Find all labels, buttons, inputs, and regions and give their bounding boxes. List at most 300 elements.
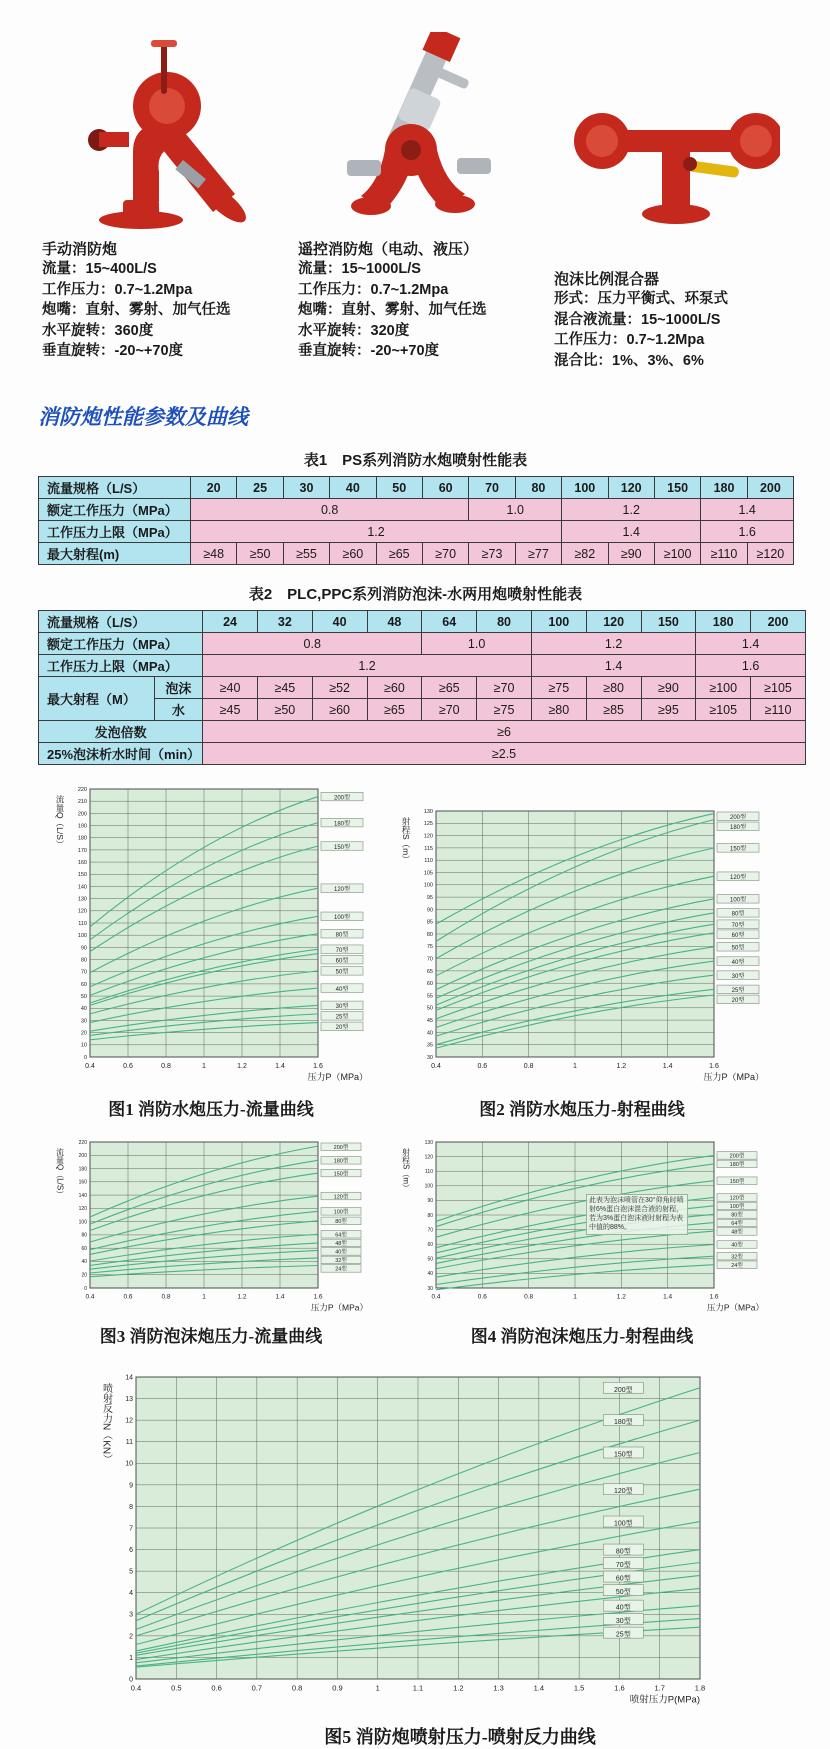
svg-text:180: 180 bbox=[78, 1166, 87, 1173]
svg-text:80: 80 bbox=[427, 1213, 433, 1220]
table-row bbox=[39, 499, 794, 521]
svg-text:80型: 80型 bbox=[335, 1219, 347, 1226]
value-cell: 1.4 bbox=[531, 655, 695, 677]
svg-text:1.7: 1.7 bbox=[654, 1683, 665, 1693]
svg-text:压力P（MPa）: 压力P（MPa） bbox=[310, 1302, 368, 1313]
svg-text:压力P（MPa）: 压力P（MPa） bbox=[307, 1072, 368, 1083]
svg-text:25型: 25型 bbox=[335, 1014, 349, 1021]
svg-text:48型: 48型 bbox=[731, 1230, 743, 1237]
svg-text:40型: 40型 bbox=[335, 1250, 347, 1257]
svg-text:70: 70 bbox=[427, 1227, 433, 1234]
svg-text:0.5: 0.5 bbox=[171, 1683, 182, 1693]
value-cell: ≥65 bbox=[422, 677, 477, 699]
value-cell: ≥48 bbox=[191, 543, 237, 565]
svg-text:30: 30 bbox=[427, 1286, 433, 1293]
svg-text:64型: 64型 bbox=[335, 1232, 347, 1239]
svg-text:0.6: 0.6 bbox=[123, 1293, 133, 1301]
svg-text:40型: 40型 bbox=[615, 1604, 631, 1612]
value-cell: ≥90 bbox=[608, 543, 654, 565]
svg-text:4: 4 bbox=[129, 1590, 133, 1598]
svg-text:1.1: 1.1 bbox=[412, 1683, 424, 1693]
svg-text:1: 1 bbox=[129, 1655, 133, 1663]
value-cell: ≥6 bbox=[203, 721, 806, 743]
figure-pressure-flow-water bbox=[50, 781, 372, 1120]
svg-text:32型: 32型 bbox=[335, 1258, 347, 1265]
row-label: 工作压力上限（MPa） bbox=[39, 655, 203, 677]
svg-text:0.6: 0.6 bbox=[211, 1683, 222, 1693]
column-header-cell: 120 bbox=[586, 611, 641, 633]
value-cell: ≥50 bbox=[257, 699, 312, 721]
svg-text:1.2: 1.2 bbox=[616, 1063, 627, 1071]
table-row bbox=[39, 721, 806, 743]
product-card-manual-monitor bbox=[42, 26, 284, 371]
svg-text:1.6: 1.6 bbox=[614, 1683, 625, 1693]
svg-text:0: 0 bbox=[84, 1286, 87, 1293]
svg-text:100: 100 bbox=[78, 1219, 87, 1226]
row-sublabel: 泡沫 bbox=[154, 677, 203, 699]
value-cell: 1.0 bbox=[469, 499, 562, 521]
svg-text:7: 7 bbox=[129, 1525, 133, 1533]
svg-text:180型: 180型 bbox=[729, 825, 747, 832]
value-cell: ≥105 bbox=[751, 677, 806, 699]
svg-text:20型: 20型 bbox=[731, 998, 745, 1005]
svg-text:120型: 120型 bbox=[333, 887, 351, 894]
svg-text:150型: 150型 bbox=[613, 1451, 633, 1459]
row-label: 流量规格（L/S） bbox=[39, 611, 203, 633]
product-spec: 工作压力：0.7~1.2Mpa bbox=[554, 332, 705, 349]
charts-row-1 bbox=[50, 781, 830, 1120]
column-header-cell: 40 bbox=[312, 611, 367, 633]
chart4-note: 此表为泡沫喷管在30°仰角时喷射6%蛋白泡沫混合液的射程，若为3%蛋白泡沫液时射程为表中值的88%。 bbox=[586, 1194, 688, 1235]
value-cell: 1.2 bbox=[562, 499, 701, 521]
value-cell: ≥77 bbox=[515, 543, 561, 565]
column-header-cell: 200 bbox=[747, 477, 793, 499]
svg-text:100型: 100型 bbox=[333, 915, 351, 922]
row-label: 最大射程(m) bbox=[39, 543, 191, 565]
svg-text:50: 50 bbox=[427, 1256, 433, 1263]
svg-text:1.6: 1.6 bbox=[709, 1063, 719, 1071]
section-title: 消防炮性能参数及曲线 bbox=[38, 406, 248, 430]
svg-text:170: 170 bbox=[77, 848, 87, 855]
svg-text:115: 115 bbox=[424, 846, 433, 853]
value-cell: ≥45 bbox=[203, 699, 258, 721]
svg-text:1.4: 1.4 bbox=[275, 1063, 285, 1071]
svg-text:100: 100 bbox=[423, 883, 433, 890]
svg-text:射程S（m）: 射程S（m） bbox=[401, 817, 411, 865]
table-row bbox=[39, 655, 806, 677]
svg-text:120型: 120型 bbox=[729, 875, 747, 882]
svg-text:40: 40 bbox=[427, 1271, 433, 1278]
value-cell: ≥65 bbox=[367, 699, 422, 721]
svg-text:80: 80 bbox=[426, 932, 433, 939]
svg-text:25型: 25型 bbox=[615, 1631, 631, 1639]
svg-text:200型: 200型 bbox=[333, 1145, 349, 1152]
svg-text:150型: 150型 bbox=[729, 1179, 745, 1186]
row-label: 工作压力上限（MPa） bbox=[39, 521, 191, 543]
svg-text:60: 60 bbox=[426, 981, 433, 988]
product-spec: 工作压力：0.7~1.2Mpa bbox=[298, 281, 449, 298]
svg-text:130: 130 bbox=[424, 1140, 433, 1147]
svg-text:55: 55 bbox=[426, 993, 433, 1000]
svg-text:130: 130 bbox=[423, 809, 433, 816]
svg-text:0.9: 0.9 bbox=[332, 1683, 343, 1693]
svg-text:0.6: 0.6 bbox=[477, 1293, 487, 1301]
svg-text:65: 65 bbox=[426, 969, 433, 976]
value-cell: ≥105 bbox=[696, 699, 751, 721]
value-cell: 1.2 bbox=[531, 633, 695, 655]
product-photo-manual-monitor bbox=[42, 26, 284, 232]
svg-text:200型: 200型 bbox=[333, 795, 351, 802]
svg-text:1: 1 bbox=[573, 1293, 577, 1301]
product-name: 遥控消防炮（电动、液压） bbox=[298, 241, 479, 258]
svg-text:150: 150 bbox=[77, 872, 87, 879]
svg-text:90: 90 bbox=[427, 1198, 433, 1205]
product-photo-foam-proportioner bbox=[554, 26, 796, 232]
svg-text:120: 120 bbox=[423, 833, 433, 840]
svg-text:12: 12 bbox=[125, 1417, 133, 1425]
svg-text:0.8: 0.8 bbox=[524, 1293, 534, 1301]
svg-text:80型: 80型 bbox=[335, 932, 349, 939]
value-cell: ≥80 bbox=[531, 699, 586, 721]
column-header-cell: 24 bbox=[203, 611, 258, 633]
svg-text:60: 60 bbox=[427, 1242, 433, 1249]
svg-text:20: 20 bbox=[80, 1030, 87, 1037]
svg-text:压力P（MPa）: 压力P（MPa） bbox=[703, 1072, 764, 1083]
svg-text:9: 9 bbox=[129, 1482, 133, 1490]
svg-text:180型: 180型 bbox=[613, 1419, 633, 1427]
svg-text:90: 90 bbox=[80, 945, 87, 952]
svg-text:75: 75 bbox=[426, 944, 433, 951]
svg-text:1.4: 1.4 bbox=[533, 1683, 545, 1693]
svg-text:25型: 25型 bbox=[731, 988, 745, 995]
column-header-cell: 32 bbox=[257, 611, 312, 633]
chart1-caption: 图1 消防水炮压力-流量曲线 bbox=[108, 1100, 314, 1120]
svg-text:35: 35 bbox=[426, 1042, 433, 1049]
svg-text:30型: 30型 bbox=[731, 974, 745, 981]
svg-text:32型: 32型 bbox=[731, 1254, 743, 1261]
svg-text:40型: 40型 bbox=[335, 987, 349, 994]
product-spec: 水平旋转：320度 bbox=[298, 322, 410, 339]
svg-text:210: 210 bbox=[77, 799, 87, 806]
svg-text:130: 130 bbox=[77, 896, 87, 903]
svg-text:50: 50 bbox=[80, 994, 87, 1001]
column-header-cell: 70 bbox=[469, 477, 515, 499]
value-cell: ≥52 bbox=[312, 677, 367, 699]
svg-text:190: 190 bbox=[77, 823, 87, 830]
svg-text:流量Q（L/S）: 流量Q（L/S） bbox=[55, 1148, 65, 1199]
product-card-foam-proportioner bbox=[554, 26, 796, 371]
svg-text:60: 60 bbox=[80, 982, 87, 989]
svg-text:120型: 120型 bbox=[333, 1194, 349, 1201]
svg-text:80型: 80型 bbox=[731, 1213, 743, 1220]
svg-text:120型: 120型 bbox=[613, 1488, 633, 1496]
svg-text:150型: 150型 bbox=[333, 1171, 349, 1178]
table-row bbox=[39, 521, 794, 543]
value-cell: ≥60 bbox=[312, 699, 367, 721]
value-cell: ≥55 bbox=[283, 543, 329, 565]
table-row bbox=[39, 699, 806, 721]
svg-text:喷射反力N（KN）: 喷射反力N（KN） bbox=[100, 1383, 112, 1465]
svg-text:70: 70 bbox=[426, 956, 433, 963]
svg-text:125: 125 bbox=[423, 821, 433, 828]
product-photo-remote-monitor bbox=[298, 26, 540, 232]
svg-text:80型: 80型 bbox=[615, 1548, 631, 1556]
svg-text:0.4: 0.4 bbox=[431, 1293, 441, 1301]
svg-text:24型: 24型 bbox=[731, 1263, 743, 1270]
svg-text:30型: 30型 bbox=[335, 1004, 349, 1011]
svg-text:流量Q（L/S）: 流量Q（L/S） bbox=[55, 795, 65, 849]
svg-text:10: 10 bbox=[80, 1043, 87, 1050]
row-label: 额定工作压力（MPa） bbox=[39, 633, 203, 655]
svg-text:30型: 30型 bbox=[615, 1618, 631, 1626]
column-header-cell: 80 bbox=[515, 477, 561, 499]
product-spec: 炮嘴：直射、雾射、加气任选 bbox=[42, 302, 231, 319]
svg-text:1.6: 1.6 bbox=[313, 1063, 323, 1071]
svg-text:100型: 100型 bbox=[333, 1209, 349, 1216]
row-label: 最大射程（M） bbox=[39, 677, 155, 721]
svg-text:1: 1 bbox=[573, 1063, 577, 1071]
series-labels bbox=[321, 793, 363, 1032]
svg-text:0.6: 0.6 bbox=[123, 1063, 133, 1071]
charts-row-2 bbox=[50, 1136, 830, 1347]
value-cell: ≥90 bbox=[641, 677, 696, 699]
product-card-remote-monitor bbox=[298, 26, 540, 371]
svg-text:1.8: 1.8 bbox=[694, 1683, 706, 1693]
table-row bbox=[39, 677, 806, 699]
row-label: 发泡倍数 bbox=[39, 721, 203, 743]
svg-text:60型: 60型 bbox=[335, 958, 349, 965]
svg-text:120型: 120型 bbox=[729, 1196, 745, 1203]
value-cell: 1.6 bbox=[696, 655, 806, 677]
table-foam-water-monitor-performance bbox=[38, 610, 806, 765]
svg-text:80: 80 bbox=[80, 957, 87, 964]
svg-text:24型: 24型 bbox=[335, 1267, 347, 1274]
svg-text:60型: 60型 bbox=[615, 1575, 631, 1583]
product-spec: 炮嘴：直射、雾射、加气任选 bbox=[298, 302, 487, 319]
value-cell: 1.2 bbox=[191, 521, 562, 543]
svg-text:50: 50 bbox=[426, 1006, 433, 1013]
svg-text:40: 40 bbox=[81, 1259, 87, 1266]
svg-text:50型: 50型 bbox=[335, 969, 349, 976]
chart4-svg bbox=[396, 1136, 768, 1314]
column-header-cell: 100 bbox=[531, 611, 586, 633]
svg-text:150型: 150型 bbox=[333, 845, 351, 852]
svg-text:200型: 200型 bbox=[729, 1153, 745, 1160]
column-header-cell: 80 bbox=[477, 611, 532, 633]
svg-text:120: 120 bbox=[424, 1154, 433, 1161]
remote-fire-monitor-illustration bbox=[319, 32, 519, 232]
column-header-cell: 50 bbox=[376, 477, 422, 499]
svg-text:100: 100 bbox=[424, 1183, 433, 1190]
svg-text:200型: 200型 bbox=[613, 1387, 633, 1395]
product-spec: 垂直旋转：-20~+70度 bbox=[298, 343, 440, 360]
figure-pressure-flow-foam bbox=[50, 1136, 372, 1347]
svg-text:1.4: 1.4 bbox=[663, 1293, 673, 1301]
svg-text:200: 200 bbox=[78, 1153, 87, 1160]
svg-text:0.8: 0.8 bbox=[161, 1063, 171, 1071]
product-spec: 混合比：1%、3%、6% bbox=[554, 352, 704, 369]
value-cell: ≥110 bbox=[701, 543, 747, 565]
value-cell: ≥60 bbox=[330, 543, 376, 565]
chart4-caption: 图4 消防泡沫炮压力-射程曲线 bbox=[470, 1327, 694, 1347]
table1-title: 表1 PS系列消防水炮喷射性能表 bbox=[303, 452, 528, 470]
row-label: 25%泡沫析水时间（min） bbox=[39, 743, 203, 765]
product-name: 泡沫比例混合器 bbox=[554, 271, 660, 288]
value-cell: ≥70 bbox=[422, 543, 468, 565]
column-header-cell: 120 bbox=[608, 477, 654, 499]
svg-text:180型: 180型 bbox=[333, 821, 351, 828]
svg-text:160: 160 bbox=[78, 1179, 87, 1186]
value-cell: 1.4 bbox=[562, 521, 701, 543]
product-spec: 形式：压力平衡式、环泵式 bbox=[554, 291, 728, 307]
svg-text:40型: 40型 bbox=[731, 960, 745, 967]
value-cell: 1.2 bbox=[203, 655, 532, 677]
svg-text:3: 3 bbox=[129, 1612, 133, 1620]
svg-text:0.7: 0.7 bbox=[251, 1683, 263, 1693]
svg-text:喷射压力P(MPa): 喷射压力P(MPa) bbox=[629, 1694, 700, 1706]
value-cell: 1.6 bbox=[701, 521, 794, 543]
product-spec: 水平旋转：360度 bbox=[42, 322, 154, 339]
table-water-monitor-performance bbox=[38, 476, 794, 565]
svg-text:50型: 50型 bbox=[731, 945, 745, 952]
svg-text:0.8: 0.8 bbox=[161, 1293, 171, 1301]
svg-text:0.4: 0.4 bbox=[130, 1683, 142, 1693]
svg-text:6: 6 bbox=[129, 1547, 133, 1555]
svg-text:60型: 60型 bbox=[731, 933, 745, 940]
svg-text:8: 8 bbox=[129, 1504, 133, 1512]
chart1-svg bbox=[50, 781, 372, 1087]
figure-pressure-reaction-force bbox=[90, 1367, 830, 1749]
product-spec: 流量：15~400L/S bbox=[42, 261, 157, 277]
column-header-cell: 200 bbox=[751, 611, 806, 633]
value-cell: ≥100 bbox=[654, 543, 700, 565]
value-cell: ≥75 bbox=[531, 677, 586, 699]
value-cell: ≥70 bbox=[477, 677, 532, 699]
column-header-cell: 180 bbox=[696, 611, 751, 633]
column-header-cell: 64 bbox=[422, 611, 477, 633]
column-header-cell: 180 bbox=[701, 477, 747, 499]
svg-text:110: 110 bbox=[425, 1169, 433, 1176]
value-cell: ≥70 bbox=[422, 699, 477, 721]
svg-text:0.8: 0.8 bbox=[523, 1063, 534, 1071]
svg-text:40型: 40型 bbox=[731, 1243, 743, 1250]
figure-pressure-range-water bbox=[396, 803, 768, 1120]
column-header-cell: 150 bbox=[641, 611, 696, 633]
chart3-svg bbox=[50, 1136, 372, 1314]
value-cell: ≥100 bbox=[696, 677, 751, 699]
svg-text:1.2: 1.2 bbox=[453, 1683, 464, 1693]
column-header-cell: 20 bbox=[191, 477, 237, 499]
svg-text:70型: 70型 bbox=[615, 1562, 631, 1570]
svg-text:1.5: 1.5 bbox=[573, 1683, 585, 1693]
value-cell: ≥95 bbox=[641, 699, 696, 721]
svg-text:40: 40 bbox=[80, 1006, 87, 1013]
svg-text:120: 120 bbox=[78, 1206, 87, 1213]
svg-text:220: 220 bbox=[78, 1140, 87, 1147]
svg-text:13: 13 bbox=[125, 1396, 133, 1404]
svg-text:1.6: 1.6 bbox=[313, 1293, 323, 1301]
column-header-cell: 25 bbox=[237, 477, 283, 499]
value-cell: ≥85 bbox=[586, 699, 641, 721]
value-cell: ≥45 bbox=[257, 677, 312, 699]
svg-text:11: 11 bbox=[125, 1439, 133, 1447]
row-label: 流量规格（L/S） bbox=[39, 477, 191, 499]
svg-text:1.4: 1.4 bbox=[662, 1063, 673, 1071]
manual-fire-monitor-illustration bbox=[63, 32, 263, 232]
svg-text:45: 45 bbox=[426, 1018, 433, 1025]
svg-text:80: 80 bbox=[81, 1232, 87, 1239]
table-row bbox=[39, 543, 794, 565]
product-name: 手动消防炮 bbox=[42, 241, 118, 258]
svg-text:180: 180 bbox=[77, 835, 87, 842]
svg-text:150型: 150型 bbox=[729, 846, 747, 853]
svg-text:20型: 20型 bbox=[335, 1025, 349, 1032]
svg-text:1: 1 bbox=[375, 1683, 380, 1693]
table2-title: 表2 PLC,PPC系列消防泡沫-水两用炮喷射性能表 bbox=[248, 586, 583, 604]
svg-text:110: 110 bbox=[424, 858, 433, 865]
column-header-cell: 30 bbox=[283, 477, 329, 499]
svg-text:1.3: 1.3 bbox=[493, 1683, 504, 1693]
svg-text:120: 120 bbox=[77, 909, 87, 916]
product-spec: 工作压力：0.7~1.2Mpa bbox=[42, 281, 193, 298]
column-header-cell: 48 bbox=[367, 611, 422, 633]
value-cell: ≥82 bbox=[562, 543, 608, 565]
row-sublabel: 水 bbox=[154, 699, 203, 721]
row-label: 额定工作压力（MPa） bbox=[39, 499, 191, 521]
series-labels bbox=[321, 1143, 361, 1273]
svg-text:220: 220 bbox=[77, 787, 87, 794]
svg-text:64型: 64型 bbox=[731, 1221, 743, 1228]
svg-text:0.4: 0.4 bbox=[431, 1063, 441, 1071]
value-cell: ≥120 bbox=[747, 543, 793, 565]
svg-text:110: 110 bbox=[78, 921, 87, 928]
svg-text:0: 0 bbox=[129, 1676, 133, 1684]
svg-text:1.2: 1.2 bbox=[237, 1063, 247, 1071]
svg-text:14: 14 bbox=[125, 1374, 133, 1382]
svg-text:压力P（MPa）: 压力P（MPa） bbox=[706, 1302, 764, 1313]
value-cell: ≥73 bbox=[469, 543, 515, 565]
svg-text:70型: 70型 bbox=[335, 948, 349, 955]
value-cell: 1.0 bbox=[422, 633, 532, 655]
table-row bbox=[39, 477, 794, 499]
table-row bbox=[39, 611, 806, 633]
product-spec: 流量：15~1000L/S bbox=[298, 261, 421, 277]
svg-text:1: 1 bbox=[202, 1063, 206, 1071]
svg-text:40: 40 bbox=[426, 1030, 433, 1037]
chart5-caption: 图5 消防炮喷射压力-喷射反力曲线 bbox=[324, 1727, 596, 1748]
table-row bbox=[39, 743, 806, 765]
svg-text:50型: 50型 bbox=[615, 1589, 631, 1597]
value-cell: ≥50 bbox=[237, 543, 283, 565]
column-header-cell: 150 bbox=[654, 477, 700, 499]
svg-text:0.8: 0.8 bbox=[291, 1683, 303, 1693]
svg-text:100型: 100型 bbox=[729, 897, 747, 904]
value-cell: ≥2.5 bbox=[203, 743, 806, 765]
svg-text:0: 0 bbox=[83, 1055, 87, 1062]
value-cell: ≥65 bbox=[376, 543, 422, 565]
svg-text:30: 30 bbox=[80, 1018, 87, 1025]
svg-text:100型: 100型 bbox=[613, 1520, 633, 1528]
svg-text:100: 100 bbox=[77, 933, 87, 940]
svg-text:0.6: 0.6 bbox=[477, 1063, 488, 1071]
value-cell: 1.4 bbox=[701, 499, 794, 521]
charts-row-3 bbox=[90, 1367, 830, 1749]
column-header-cell: 40 bbox=[330, 477, 376, 499]
chart5-svg bbox=[90, 1367, 726, 1715]
value-cell: ≥110 bbox=[751, 699, 806, 721]
series-labels bbox=[717, 1152, 757, 1269]
svg-text:85: 85 bbox=[426, 919, 433, 926]
